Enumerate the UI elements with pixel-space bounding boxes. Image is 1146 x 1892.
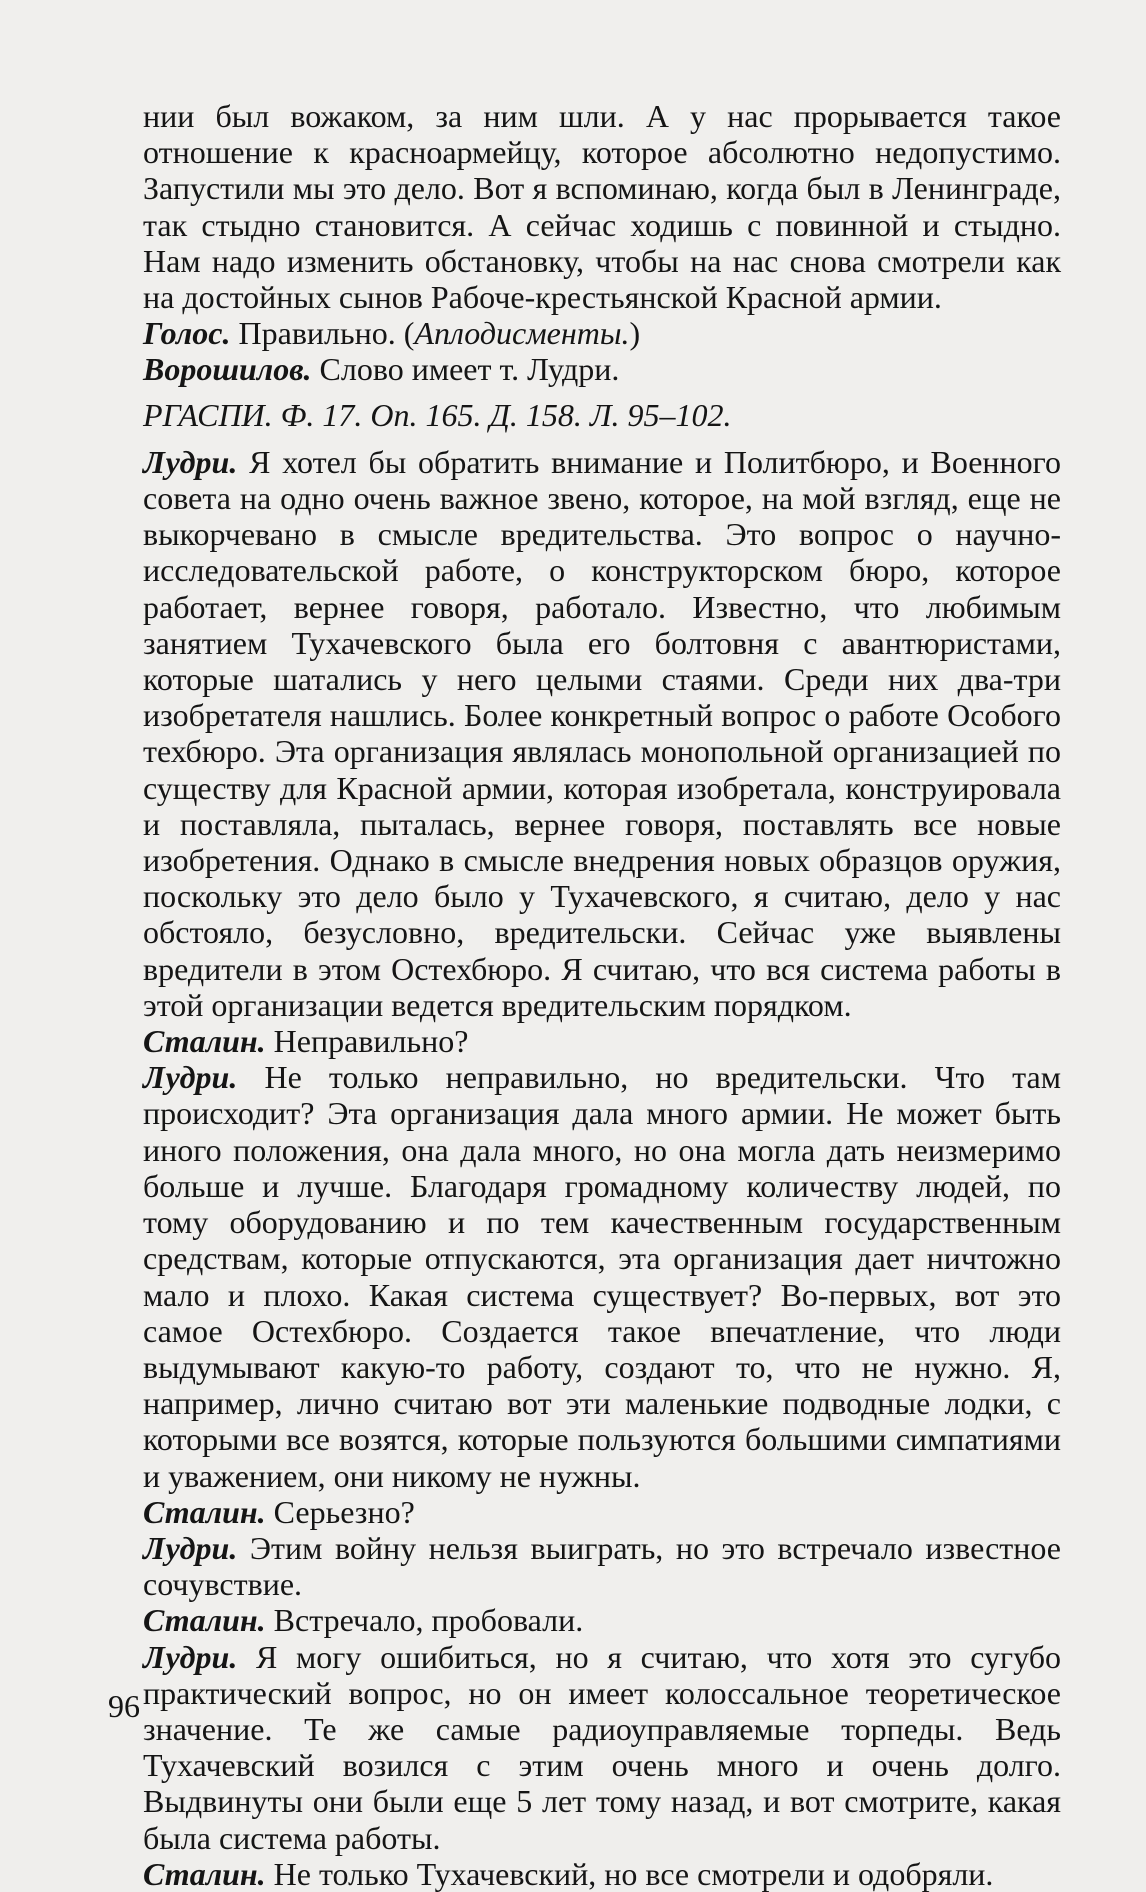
dialogue-paragraph xyxy=(143,1059,1061,1493)
archive-source-reference: РГАСПИ. Ф. 17. Оп. 165. Д. 158. Л. 95–102. xyxy=(143,396,732,433)
speaker-name: Лудри. xyxy=(143,443,238,480)
dialogue-paragraph xyxy=(143,1494,1061,1530)
dialogue-paragraph xyxy=(143,1530,1061,1602)
dialogue-paragraph xyxy=(143,1639,1061,1856)
dialogue-text: Не только Тухачевский, но все смотрели и одобряли. xyxy=(265,1855,994,1892)
speaker-name: Сталин. xyxy=(143,1855,266,1892)
speaker-name: Лудри. xyxy=(143,1529,238,1566)
dialogue-text: Серьезно? xyxy=(265,1493,415,1530)
speaker-name: Сталин. xyxy=(143,1023,266,1060)
dialogue-text: Встречало, пробовали. xyxy=(265,1602,584,1639)
speaker-name: Лудри. xyxy=(143,1638,238,1675)
dialogue-text: Неправильно? xyxy=(265,1023,469,1060)
page-number: 96 xyxy=(108,1688,140,1724)
speaker-name: Ворошилов. xyxy=(143,351,312,388)
dialogue-text: Не только неправильно, но вредительски. Что там происходит? Эта организация дала много армии. Не может быть иного положения, она дала много, но она могла дать неизмеримо больше и лучше. Благодаря громадному количеству людей, по тому оборудованию и по тем качественным государственным средствам, которые отпускаются, эта организация дает ничтожно мало и плохо. Какая система существует? Во-первых, вот это самое Остехбюро. Создается такое впечатление, что люди выдумывают какую-то работу, создают то, что не нужно. Я, например, лично считаю вот эти маленькие подводные лодки, с которыми все возятся, которые пользуются большими симпатиями и уважением, они никому не нужны. xyxy=(143,1059,1061,1494)
dialogue-paragraph xyxy=(143,1023,1061,1059)
continuation-paragraph xyxy=(143,98,1061,315)
dialogue-paragraph xyxy=(143,1856,1061,1892)
remark-voice xyxy=(143,315,1061,351)
dialogue-text: Я хотел бы обратить внимание и Политбюро, и Военного совета на одно очень важное звено, которое, на мой взгляд, еще не выкорчевано в смысле вредительства. Это вопрос о научно-исследовательской работе, о конструкторском бюро, которое работает, вернее говоря, работало. Известно, что любимым занятием Тухачевского была его болтовня с авантюристами, которые шатались у него целыми стаями. Среди них два-три изобретателя нашлись. Более конкретный вопрос о работе Особого техбюро. Эта организация являлась монопольной организацией по существу для Красной армии, которая изобретала, конструировала и поставляла, пыталась, вернее говоря, поставлять все новые изобретения. Однако в смысле внедрения новых образцов оружия, поскольку это дело было у Тухачевского, я считаю, дело у нас обстояло, безусловно, вредительски. Сейчас уже выявлены вредители в этом Остехбюро. Я считаю, что вся система работы в этой организации ведется вредительским порядком. xyxy=(143,443,1061,1023)
dialogue-text: Этим войну нельзя выиграть, но это встречало известное сочувствие. xyxy=(143,1529,1061,1603)
speaker-name: Лудри. xyxy=(143,1059,238,1096)
remark-text: Правильно. ( xyxy=(230,315,415,352)
page-text xyxy=(143,98,1061,1892)
remark-italic: Аплодисменты. xyxy=(414,315,630,352)
speaker-name: Сталин. xyxy=(143,1493,266,1530)
dialogue-text: Я могу ошибиться, но я считаю, что хотя это сугубо практический вопрос, но он имеет колоссальное теоретическое значение. Те же самые радиоуправляемые торпеды. Ведь Тухачевский возился с этим очень много и очень долго. Выдвинуты они были еще 5 лет тому назад, и вот смотрите, какая была система работы. xyxy=(143,1638,1061,1856)
continuation-text: нии был вожаком, за ним шли. А у нас прорывается такое отношение к красноармейцу, которое абсолютно недопустимо. Запустили мы это дело. Вот я вспоминаю, когда был в Ленинграде, так стыдно становится. А сейчас ходишь с повинной и стыдно. Нам надо изменить обстановку, чтобы на нас снова смотрели как на достойных сынов Рабоче-крестьянской Красной армии. xyxy=(143,98,1061,316)
dialogue-paragraph xyxy=(143,1602,1061,1638)
speaker-name: Сталин. xyxy=(143,1602,266,1639)
remark-voroshilov xyxy=(143,351,1061,387)
speaker-name: Голос. xyxy=(143,315,231,352)
remark-text: Слово имеет т. Лудри. xyxy=(311,351,620,388)
remark-tail: ) xyxy=(629,315,641,352)
dialogue-paragraph xyxy=(143,444,1061,1023)
